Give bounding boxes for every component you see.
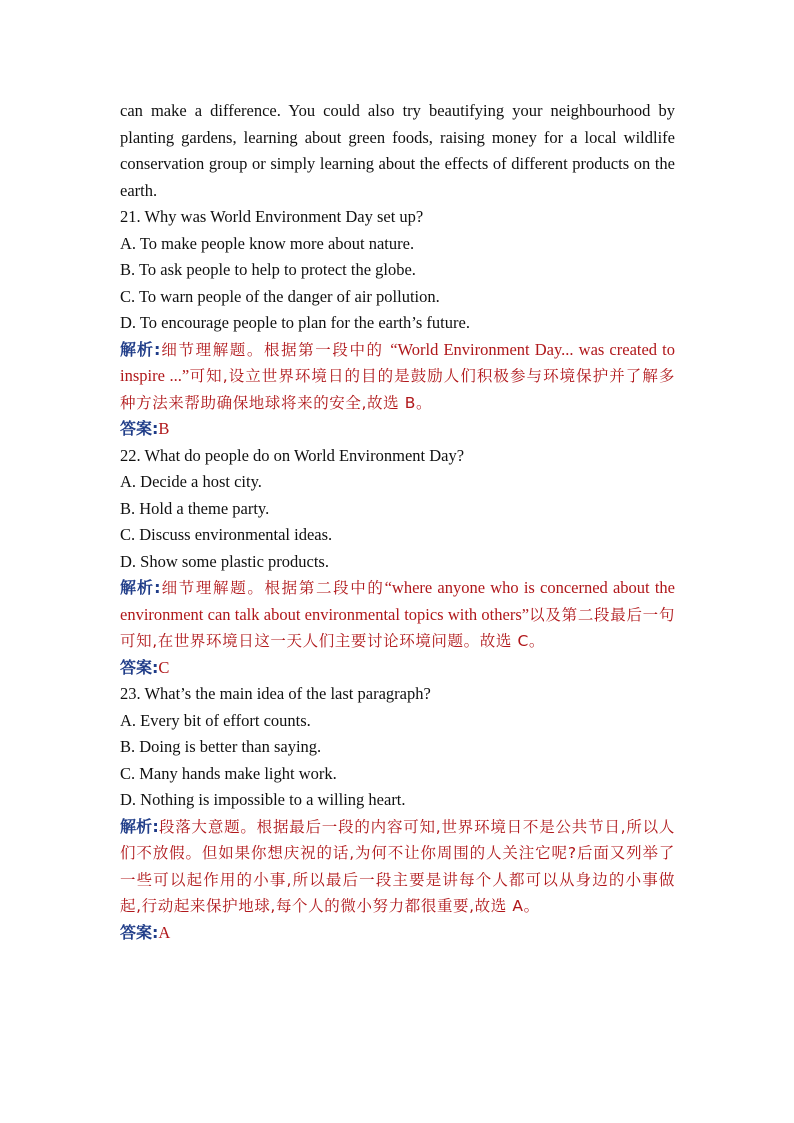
question-stem: 22. What do people do on World Environment Day? [120,445,465,465]
passage-text: can make a difference. You could also try beautifying your neighbourhood by planting gardens, learning about green foods, raising money for a local wildlife conservation group or simply learning about the effects of different products on the earth. [120,101,675,200]
option-d: D. To encourage people to plan for the earth’s future. [120,313,470,332]
question-22 [120,443,675,682]
answer-value: A [158,922,171,942]
question-stem: 23. What’s the main idea of the last paragraph? [120,684,431,703]
answer [120,416,675,443]
question-stem: 21. Why was World Environment Day set up? [120,207,424,226]
answer-value: B [158,419,170,438]
option-b: B. Hold a theme party. [120,498,270,518]
analysis-quote: “World Environment Day... was created to inspire ...” [120,339,676,385]
document-page [120,98,675,946]
option-c: C. Discuss environmental ideas. [120,525,333,544]
analysis [120,814,675,920]
analysis-quote: “where anyone who is concerned about the environment can talk about environmental topics with others” [120,578,675,624]
analysis [120,337,675,417]
analysis-label: 解析: [120,578,161,597]
option-c: C. Many hands make light work. [120,763,337,783]
answer-value: C [158,657,170,677]
analysis-text-post: 可知,设立世界环境日的目的是鼓励人们积极参与环境保护并了解多种方法来帮助确保地球将来的安全,故选 B。 [120,367,675,412]
analysis-text-pre: 细节理解题。根据第一段中的 [160,340,391,359]
analysis [120,575,675,655]
option-d: D. Nothing is impossible to a willing heart. [120,790,406,809]
analysis-label: 解析: [120,339,161,359]
analysis-text-post: 以及第二段最后一句可知,在世界环境日这一天人们主要讨论环境问题。故选 C。 [120,605,675,650]
option-a: A. Every bit of effort counts. [120,710,311,730]
answer [120,655,675,682]
option-b: B. Doing is better than saying. [120,737,322,756]
option-d: D. Show some plastic products. [120,551,329,571]
analysis-label: 解析: [120,816,159,836]
answer-label: 答案: [120,657,159,677]
option-c: C. To warn people of the danger of air pollution. [120,286,440,306]
question-21 [120,204,675,443]
option-b: B. To ask people to help to protect the globe. [120,260,416,279]
answer-label: 答案: [120,419,159,438]
option-a: A. Decide a host city. [120,472,262,491]
answer [120,920,675,947]
question-23 [120,681,675,946]
analysis-text-pre: 细节理解题。根据第二段中的 [160,579,385,597]
analysis-text-pre: 段落大意题。根据最后一段的内容可知,世界环境日不是公共节日,所以人们不放假。但如果你想庆祝的话,为何不让你周围的人关注它呢?后面又列举了一些可以起作用的小事,所以最后一段主要是讲每个人都可以从身边的小事做起,行动起来保护地球,每个人的微小努力都很重要,故选 A。 [120,817,676,915]
option-a: A. To make people know more about nature. [120,233,415,253]
answer-label: 答案: [120,922,159,942]
